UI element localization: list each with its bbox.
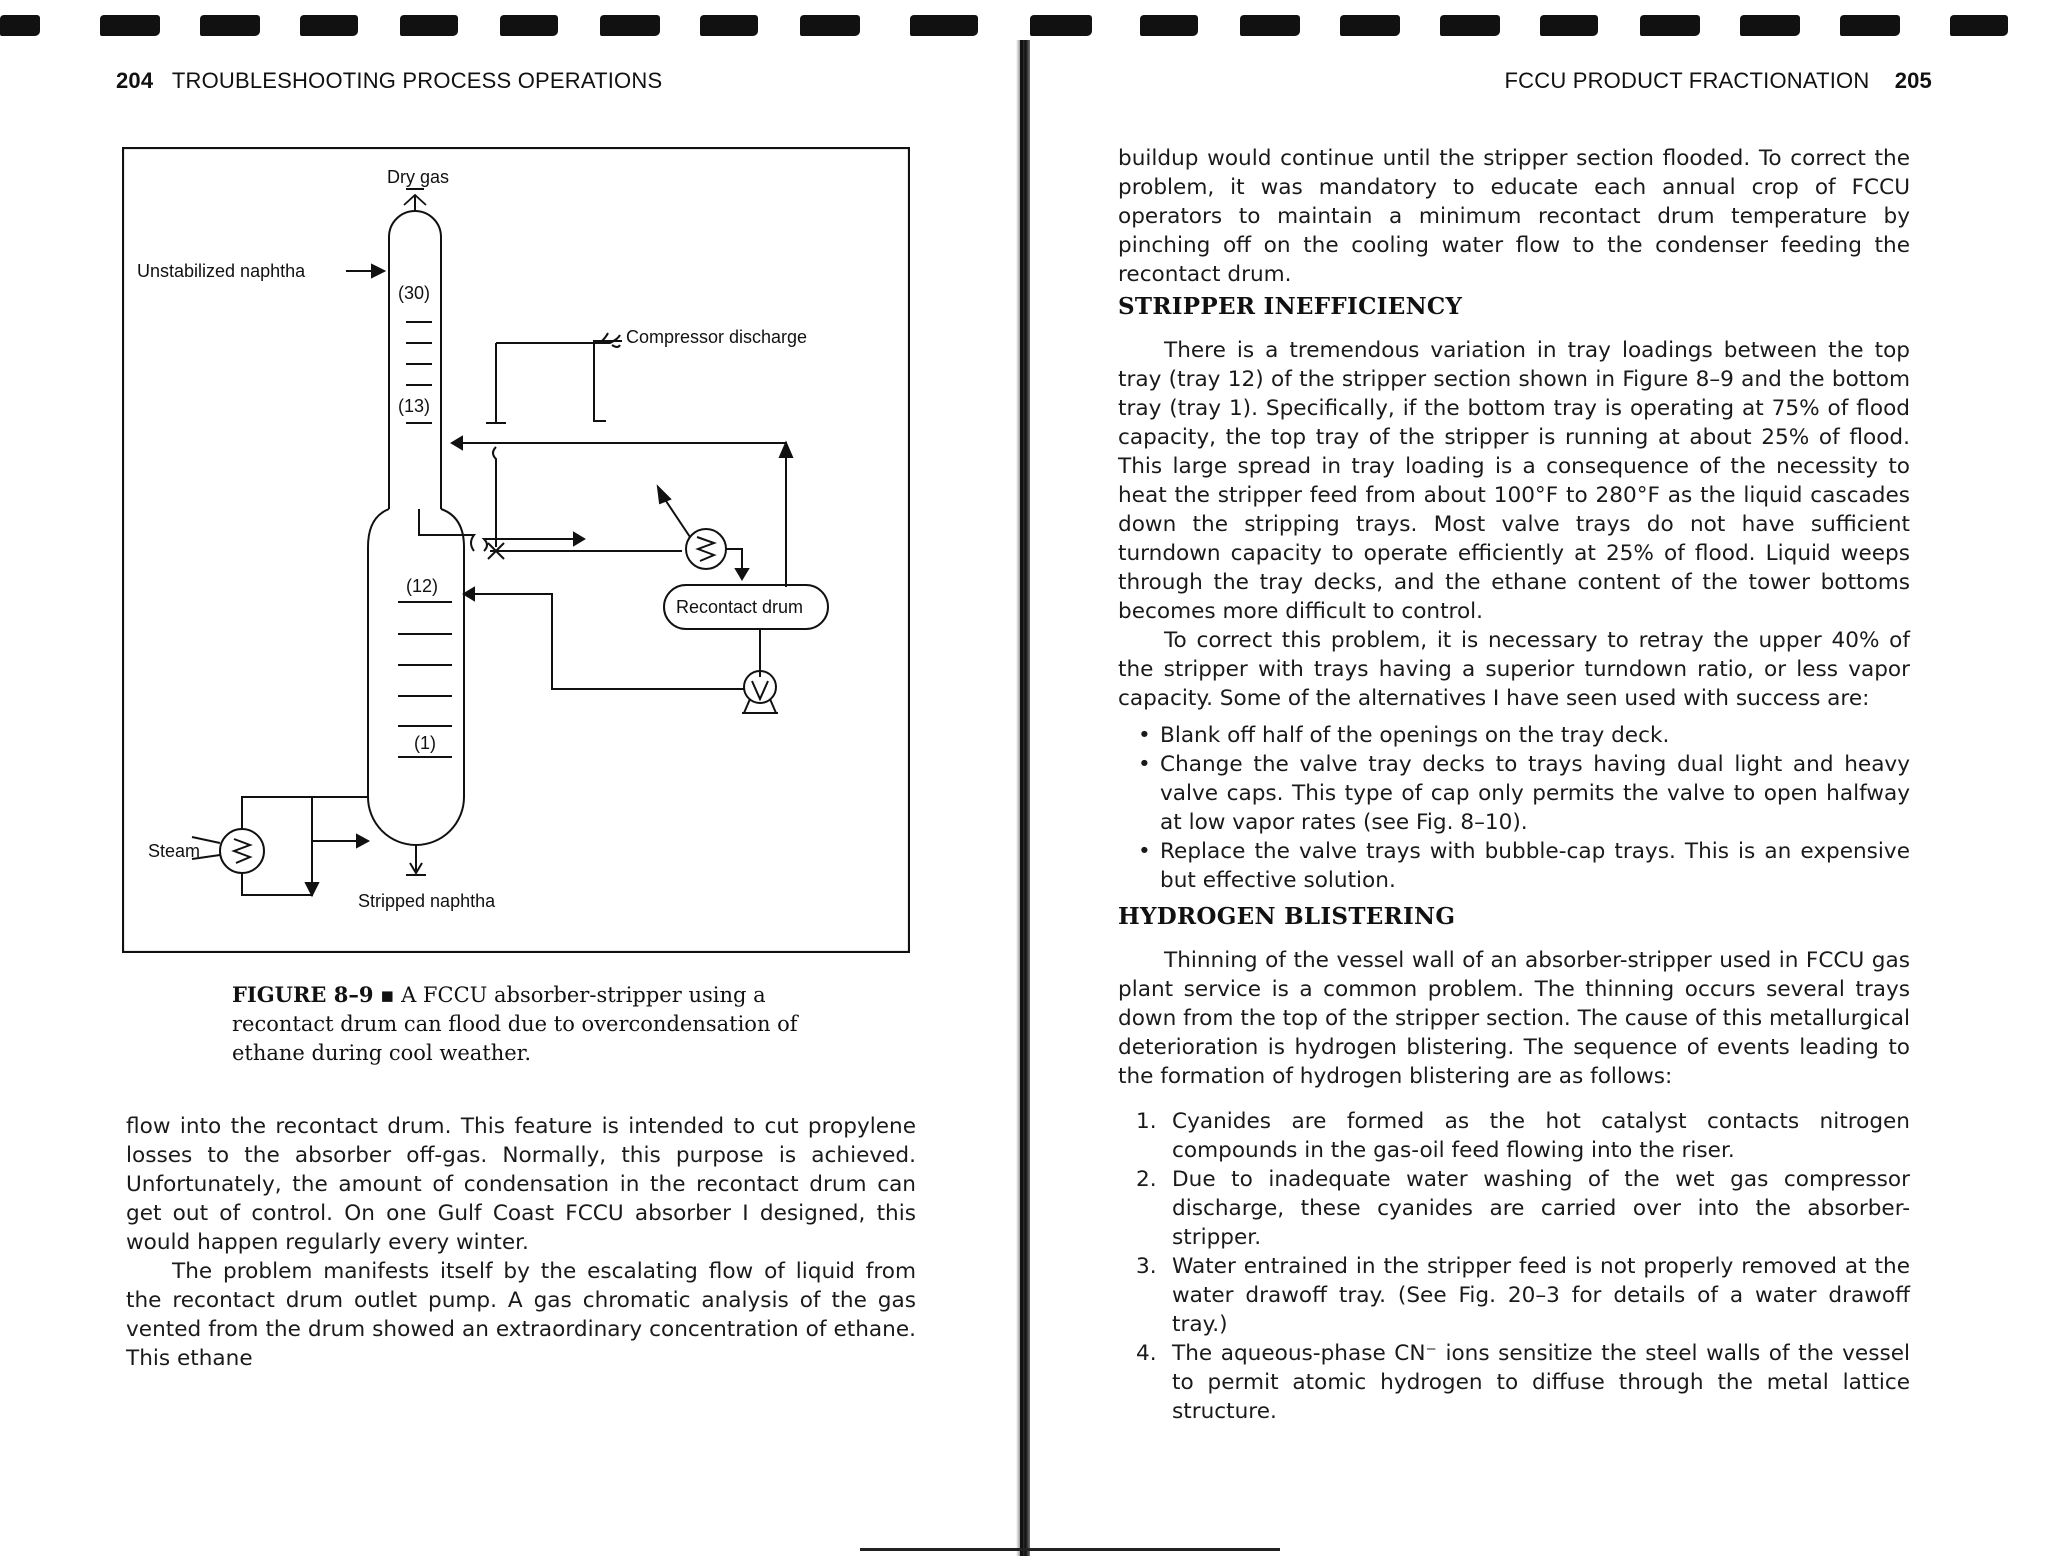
label-steam: Steam xyxy=(148,841,201,861)
figure-caption-text: A FCCU absorber-stripper using a recontact drum can flood due to overcondensation of ethane during cool weather. xyxy=(232,983,798,1065)
bottom-edge-rule xyxy=(860,1548,1280,1551)
stripper-column xyxy=(368,509,464,845)
item-number: 1. xyxy=(1136,1109,1157,1134)
label-tray-30: (30) xyxy=(398,283,431,303)
book-spine xyxy=(1016,40,1030,1556)
running-head-right xyxy=(1505,68,1933,94)
section-heading-hydrogen-blistering: HYDROGEN BLISTERING xyxy=(1118,903,1456,930)
numbered-item xyxy=(1136,1107,1910,1165)
body-paragraph: The problem manifests itself by the escalating flow of liquid from the recontact drum outlet pump. A gas chromatic analysis of the gas vented from the drum showed an extraordinary concentration of ethane. This ethane xyxy=(126,1259,916,1371)
item-number: 4. xyxy=(1136,1341,1157,1366)
item-text: The aqueous-phase CN⁻ ions sensitize the steel walls of the vessel to permit atomic hydrogen to diffuse through the metal lattice structure. xyxy=(1172,1341,1910,1424)
body-paragraph: To correct this problem, it is necessary to retray the upper 40% of the stripper with trays having a superior turndown ratio, or less vapor capacity. Some of the alternatives I have seen used with success are: xyxy=(1118,628,1910,711)
body-paragraph: flow into the recontact drum. This feature is intended to cut propylene losses to the absorber off-gas. Normally, this purpose is achieved. Unfortunately, the amount of condensation in the recontact drum can get out of control. On one Gulf Coast FCCU absorber I designed, this would happen regularly every winter. xyxy=(126,1114,916,1255)
numbered-item xyxy=(1136,1252,1910,1339)
figure-caption xyxy=(232,980,872,1068)
figure-caption-separator: ▪ xyxy=(380,983,395,1007)
steam-reboiler xyxy=(220,829,264,873)
numbered-item xyxy=(1136,1165,1910,1252)
condenser xyxy=(686,529,726,569)
label-dry-gas: Dry gas xyxy=(387,167,450,187)
item-number: 2. xyxy=(1136,1167,1157,1192)
body-paragraph: Thinning of the vessel wall of an absorber-stripper used in FCCU gas plant service is a common problem. The thinning occurs several trays down from the top of the stripper section. The cause of this metallurgical deterioration is hydrogen blistering. The sequence of events leading to the formation of hydrogen blistering are as follows: xyxy=(1118,948,1910,1089)
section-body-stripper-inefficiency xyxy=(1118,336,1910,895)
absorber-stripper-diagram xyxy=(122,147,910,953)
label-tray-13: (13) xyxy=(398,396,431,416)
figure-8-9 xyxy=(122,147,910,953)
section-body-hydrogen-blistering xyxy=(1118,946,1910,1426)
bullet-list xyxy=(1118,721,1910,895)
page-number-left: 204 xyxy=(116,68,154,93)
continuation-paragraph: buildup would continue until the stripper section flooded. To correct the problem, it was mandatory to educate each annual crop of FCCU operators to maintain a minimum recontact drum temperature by pinching off on the cooling water flow to the condenser feeding the recontact drum. xyxy=(1118,146,1910,287)
bullet-item: • Blank off half of the openings on the tray deck. xyxy=(1138,721,1910,750)
item-text: Cyanides are formed as the hot catalyst contacts nitrogen compounds in the gas-oil feed flowing into the riser. xyxy=(1172,1109,1910,1163)
item-text: Water entrained in the stripper feed is not properly removed at the water drawoff tray. (See Fig. 20–3 for details of a water drawoff tray.) xyxy=(1172,1254,1910,1337)
item-text: Due to inadequate water washing of the wet gas compressor discharge, these cyanides are carried over into the absorber-stripper. xyxy=(1172,1167,1910,1250)
numbered-item xyxy=(1136,1339,1910,1426)
page-number-right: 205 xyxy=(1894,68,1932,93)
running-head-title-right: FCCU PRODUCT FRACTIONATION xyxy=(1504,68,1870,93)
left-page-body xyxy=(126,1112,916,1373)
numbered-list xyxy=(1118,1107,1910,1426)
section-heading-stripper-inefficiency: STRIPPER INEFFICIENCY xyxy=(1118,293,1463,320)
label-stripped-naphtha: Stripped naphtha xyxy=(358,891,496,911)
absorber-column xyxy=(389,211,441,509)
running-head-title-left: TROUBLESHOOTING PROCESS OPERATIONS xyxy=(171,68,663,93)
body-paragraph: There is a tremendous variation in tray loadings between the top tray (tray 12) of the stripper section shown in Figure 8–9 and the bottom tray (tray 1). Specifically, if the bottom tray is operating at 75% of flood capacity, the top tray of the stripper is running at about 25% of flood. This large spread in tray loading is a consequence of the necessity to heat the stripper feed from about 100°F to 280°F as the liquid cascades down the stripping trays. Most valve trays do not have sufficient turndown capacity to operate efficiently at 25% of flood. Liquid weeps through the tray decks, and the ethane content of the tower bottoms becomes more difficult to control. xyxy=(1118,338,1910,624)
bullet-item: • Change the valve tray decks to trays having dual light and heavy valve caps. This type of cap only permits the valve to open halfway at low vapor rates (see Fig. 8–10). xyxy=(1138,750,1910,837)
label-compressor-discharge: Compressor discharge xyxy=(626,327,808,347)
label-recontact-drum: Recontact drum xyxy=(676,597,804,617)
label-unstabilized-naphtha: Unstabilized naphtha xyxy=(137,261,306,281)
item-number: 3. xyxy=(1136,1254,1157,1279)
label-tray-12: (12) xyxy=(406,576,439,596)
bullet-item: • Replace the valve trays with bubble-cap trays. This is an expensive but effective solution. xyxy=(1138,837,1910,895)
figure-caption-label: FIGURE 8–9 xyxy=(232,982,374,1007)
label-tray-1: (1) xyxy=(414,733,436,753)
continuation-paragraph-block xyxy=(1118,144,1910,289)
running-head-left xyxy=(116,68,662,94)
gutter-line xyxy=(1020,40,1023,1556)
